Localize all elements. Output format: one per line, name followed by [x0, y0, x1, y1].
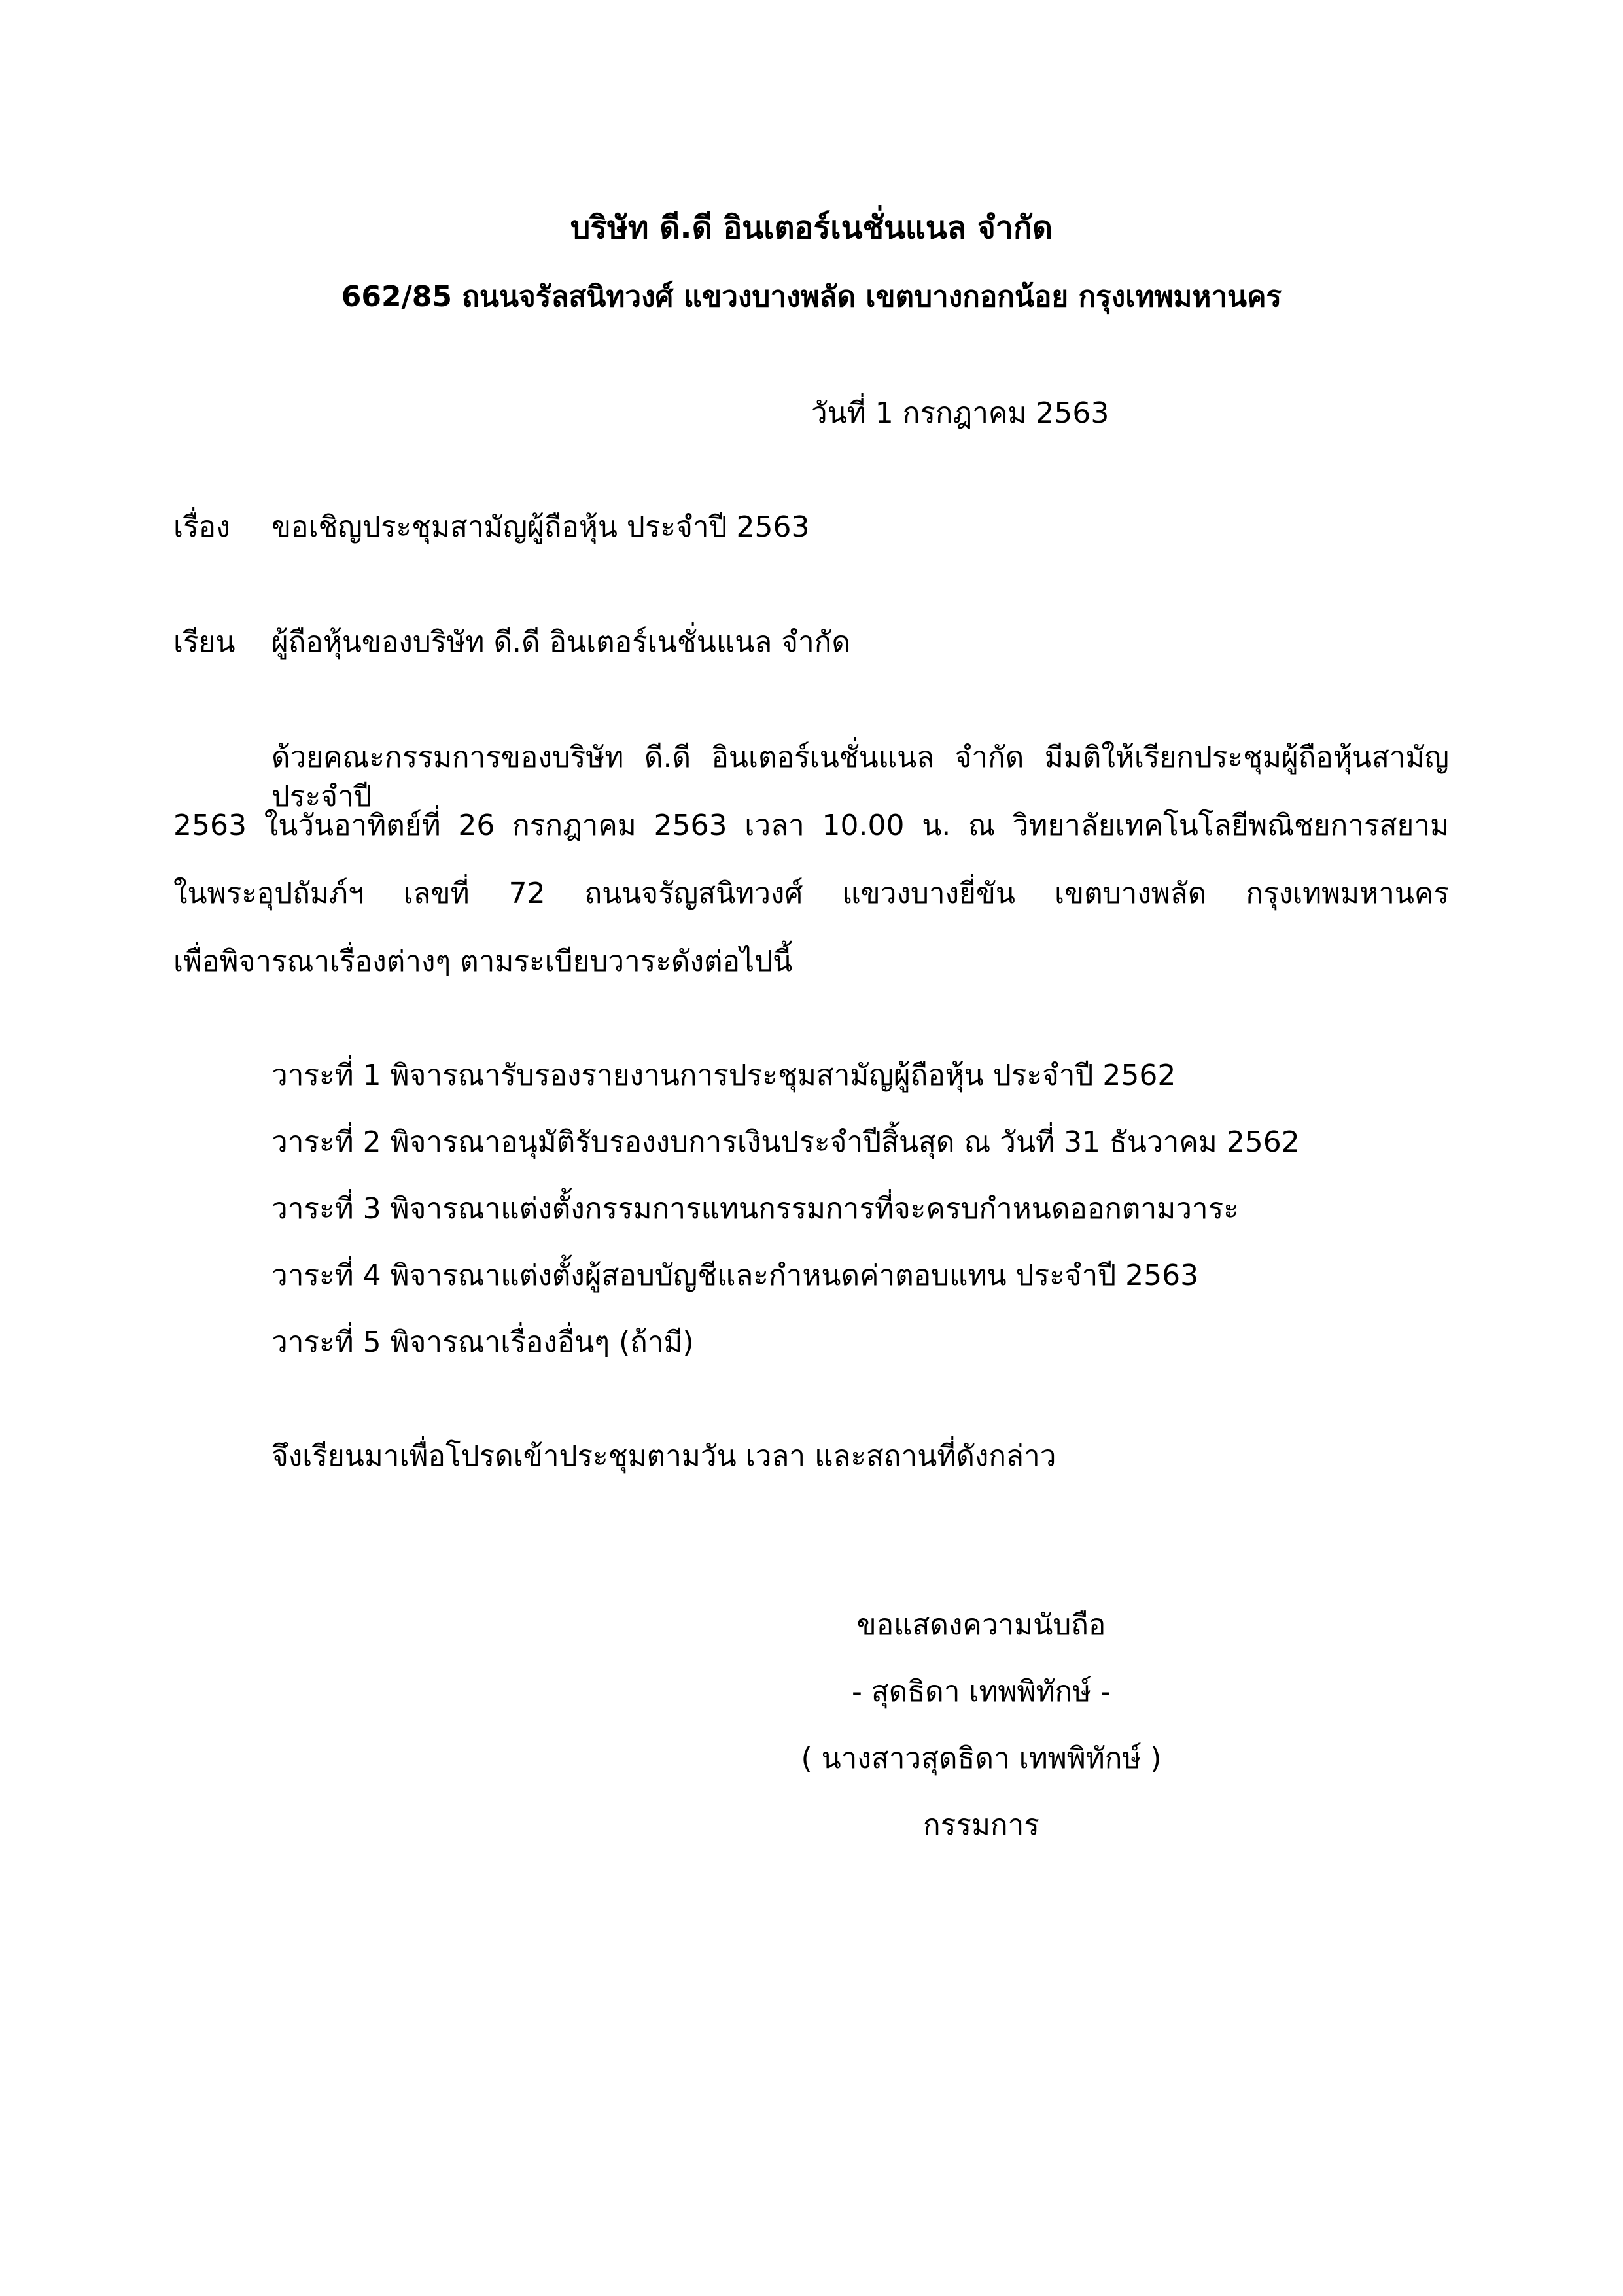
subject-text: ขอเชิญประชุมสามัญผู้ถือหุ้น ประจำปี 2563: [271, 510, 810, 544]
closing-sentence: จึงเรียนมาเพื่อโปรดเข้าประชุมตามวัน เวลา และสถานที่ดังกล่าว: [271, 1439, 1056, 1473]
letter-date: วันที่ 1 กรกฎาคม 2563: [811, 397, 1109, 430]
subject-label: เรื่อง: [173, 510, 230, 544]
signature-position: กรรมการ: [923, 1809, 1039, 1842]
agenda-item: วาระที่ 3 พิจารณาแต่งตั้งกรรมการแทนกรรมการที่จะครบกำหนดออกตามวาระ: [271, 1192, 1239, 1226]
agenda-item: วาระที่ 1 พิจารณารับรองรายงานการประชุมสามัญผู้ถือหุ้น ประจำปี 2562: [271, 1059, 1176, 1092]
body-line-1: ด้วยคณะกรรมการของบริษัท ดี.ดี อินเตอร์เนชั่นแนล จำกัด มีมติให้เรียกประชุมผู้ถือหุ้นสามัญประจำปี: [271, 741, 1449, 813]
recipient-label: เรียน: [173, 626, 236, 659]
agenda-item: วาระที่ 2 พิจารณาอนุมัติรับรองงบการเงินประจำปีสิ้นสุด ณ วันที่ 31 ธันวาคม 2562: [271, 1125, 1300, 1159]
recipient-row: [173, 623, 850, 662]
body-line-2: 2563 ในวันอาทิตย์ที่ 26 กรกฎาคม 2563 เวลา 10.00 น. ณ วิทยาลัยเทคโนโลยีพณิชยการสยาม: [173, 809, 1449, 842]
subject-row: [173, 508, 810, 547]
signature-signed: - สุดธิดา เทพพิทักษ์ -: [852, 1675, 1111, 1708]
signature-name: ( นางสาวสุดธิดา เทพพิทักษ์ ): [801, 1742, 1162, 1775]
signature-regards: ขอแสดงความนับถือ: [856, 1608, 1106, 1642]
body-line-4: เพื่อพิจารณาเรื่องต่างๆ ตามระเบียบวาระดังต่อไปนี้: [173, 945, 793, 978]
agenda-item: วาระที่ 5 พิจารณาเรื่องอื่นๆ (ถ้ามี): [271, 1326, 694, 1359]
body-line-3: ในพระอุปถัมภ์ฯ เลขที่ 72 ถนนจรัญสนิทวงศ์ แขวงบางยี่ขัน เขตบางพลัด กรุงเทพมหานคร: [173, 877, 1449, 910]
agenda-item: วาระที่ 4 พิจารณาแต่งตั้งผู้สอบบัญชีและกำหนดค่าตอบแทน ประจำปี 2563: [271, 1259, 1199, 1292]
company-address: 662/85 ถนนจรัลสนิทวงศ์ แขวงบางพลัด เขตบางกอกน้อย กรุงเทพมหานคร: [341, 280, 1282, 313]
recipient-text: ผู้ถือหุ้นของบริษัท ดี.ดี อินเตอร์เนชั่นแนล จำกัด: [271, 626, 850, 659]
company-name: บริษัท ดี.ดี อินเตอร์เนชั่นแนล จำกัด: [570, 209, 1053, 246]
